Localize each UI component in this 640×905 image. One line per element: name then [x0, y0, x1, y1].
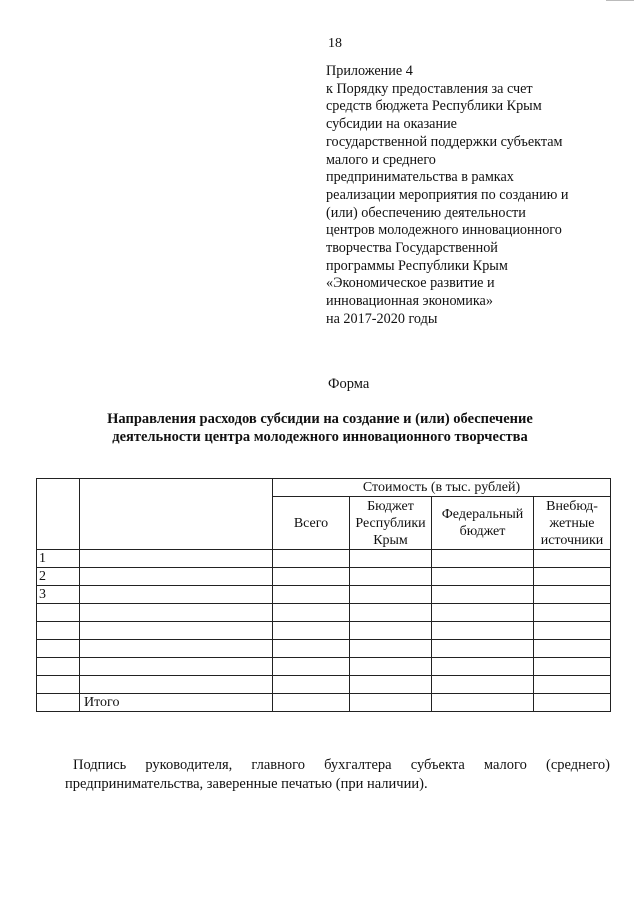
table-cell — [534, 676, 611, 694]
table-cell — [432, 640, 534, 658]
row-number — [37, 622, 80, 640]
total-label: Итого — [80, 694, 273, 712]
header-line: Бюджет — [367, 498, 414, 514]
header-line: Федеральный — [441, 507, 524, 522]
table-cell — [273, 622, 350, 640]
corner-mark — [606, 0, 634, 1]
table-row — [37, 586, 611, 604]
appendix-line: на 2017-2020 годы — [326, 310, 438, 327]
table-cell — [350, 586, 432, 604]
table-cell — [273, 640, 350, 658]
item-header-cell — [80, 479, 273, 550]
table-cell — [350, 694, 432, 712]
table-cell — [534, 604, 611, 622]
table-row — [37, 676, 611, 694]
table-cell — [432, 658, 534, 676]
header-line: Республики — [355, 515, 426, 531]
appendix-line: (или) обеспечению деятельности — [326, 204, 526, 221]
page-number: 18 — [328, 36, 342, 51]
header-line: Крым — [373, 532, 408, 548]
form-label: Форма — [328, 376, 370, 392]
table-cell — [350, 658, 432, 676]
table-row — [37, 622, 611, 640]
table-cell — [273, 676, 350, 694]
table-row — [37, 604, 611, 622]
table-cell — [80, 550, 273, 568]
table-cell — [273, 550, 350, 568]
table-cell — [432, 622, 534, 640]
table-cell — [432, 550, 534, 568]
table-row — [37, 640, 611, 658]
row-number — [37, 658, 80, 676]
appendix-line: инновационная экономика» — [326, 293, 493, 310]
federal-budget-column-header — [432, 497, 534, 550]
header-line: бюджет — [459, 524, 506, 539]
appendix-line: государственной поддержки субъектам — [326, 133, 563, 150]
table-cell — [432, 568, 534, 586]
signature-note — [65, 756, 610, 794]
table-cell — [534, 586, 611, 604]
header-line: жетные — [549, 515, 595, 531]
appendix-line: субсидии на оказание — [326, 116, 457, 133]
row-number: 3 — [37, 586, 80, 604]
table-cell — [534, 622, 611, 640]
row-number — [37, 640, 80, 658]
table-cell — [273, 586, 350, 604]
table-cell — [534, 694, 611, 712]
table-cell — [534, 658, 611, 676]
appendix-line: программы Республики Крым — [326, 257, 508, 274]
signature-line-1: Подпись руководителя, главного бухгалтера субъекта малого (среднего) — [73, 757, 610, 773]
table-row — [37, 658, 611, 676]
header-line: Внебюд- — [546, 498, 598, 514]
appendix-block — [326, 63, 626, 329]
appendix-line: центров молодежного инновационного — [326, 222, 562, 239]
table-header-row — [37, 479, 611, 497]
number-header-cell — [37, 479, 80, 550]
title-line-2: деятельности центра молодежного инновационного творчества — [112, 429, 528, 445]
table-cell — [534, 640, 611, 658]
appendix-line: средств бюджета Республики Крым — [326, 98, 542, 115]
table-row — [37, 550, 611, 568]
extra-budget-column-header — [534, 497, 611, 550]
table-cell — [432, 604, 534, 622]
table-cell — [80, 586, 273, 604]
expense-table — [36, 478, 611, 712]
table-cell — [534, 568, 611, 586]
table-cell — [350, 622, 432, 640]
row-number — [37, 604, 80, 622]
table-cell — [80, 640, 273, 658]
table-cell — [37, 694, 80, 712]
total-row — [37, 694, 611, 712]
table-cell — [432, 586, 534, 604]
total-column-header: Всего — [273, 497, 350, 550]
table-cell — [273, 568, 350, 586]
table-cell — [273, 658, 350, 676]
signature-line-2: предпринимательства, заверенные печатью (при наличии). — [65, 776, 428, 792]
table-cell — [80, 658, 273, 676]
table-cell — [80, 604, 273, 622]
table-cell — [80, 622, 273, 640]
appendix-line: творчества Государственной — [326, 240, 498, 257]
table-cell — [350, 550, 432, 568]
row-number: 2 — [37, 568, 80, 586]
row-number — [37, 676, 80, 694]
row-number: 1 — [37, 550, 80, 568]
appendix-line: малого и среднего — [326, 151, 436, 168]
table-cell — [273, 604, 350, 622]
table-cell — [80, 568, 273, 586]
header-line: источники — [540, 532, 604, 548]
table-cell — [534, 550, 611, 568]
table-cell — [80, 676, 273, 694]
appendix-line: реализации мероприятия по созданию и — [326, 186, 569, 203]
cost-header: Стоимость (в тыс. рублей) — [273, 479, 611, 497]
table-cell — [350, 568, 432, 586]
appendix-line: предпринимательства в рамках — [326, 169, 514, 186]
table-row — [37, 568, 611, 586]
table-cell — [432, 676, 534, 694]
table-cell — [350, 640, 432, 658]
table-cell — [432, 694, 534, 712]
appendix-line: «Экономическое развитие и — [326, 275, 495, 292]
table-cell — [350, 676, 432, 694]
appendix-line: Приложение 4 — [326, 63, 413, 79]
table-cell — [273, 694, 350, 712]
republic-budget-column-header — [350, 497, 432, 550]
document-title — [60, 410, 580, 446]
appendix-line: к Порядку предоставления за счет — [326, 80, 533, 97]
title-line-1: Направления расходов субсидии на создание и (или) обеспечение — [107, 411, 533, 427]
table-cell — [350, 604, 432, 622]
